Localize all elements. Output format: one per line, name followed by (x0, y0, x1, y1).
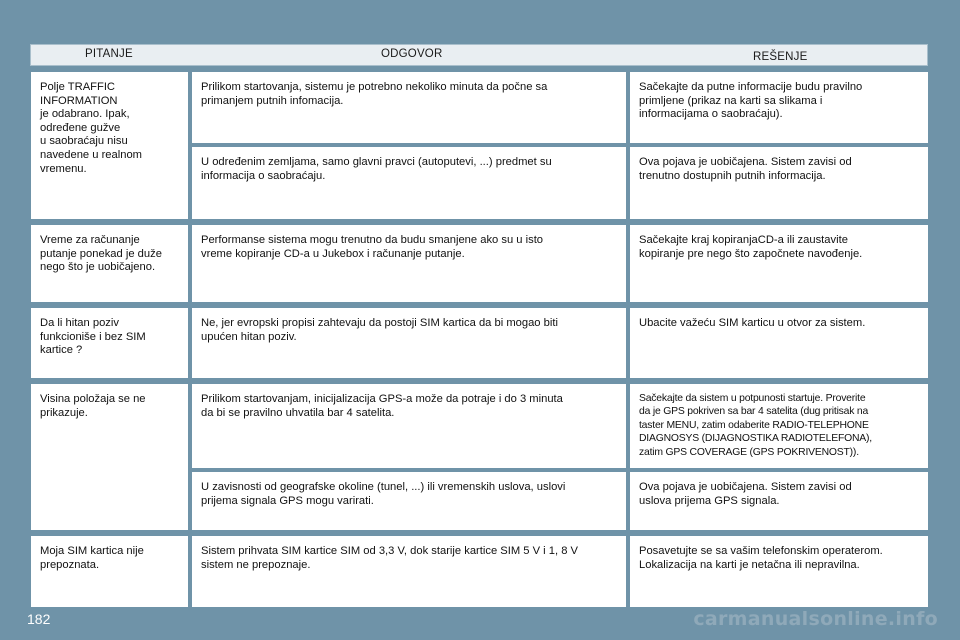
question-cell: Polje TRAFFIC INFORMATION je odabrano. Ipak, određene gužve u saobraćaju nisu navedene u realnom vremenu. (31, 72, 188, 219)
solution-cell: Sačekajte da putne informacije budu pravilno primljene (prikaz na karti sa slikama i informacijama o saobraćaju). (630, 72, 928, 143)
solution-cell: Ubacite važeću SIM karticu u otvor za sistem. (630, 308, 928, 378)
solution-cell: Ova pojava je uobičajena. Sistem zavisi od trenutno dostupnih putnih informacija. (630, 147, 928, 219)
question-cell: Da li hitan poziv funkcioniše i bez SIM kartice ? (31, 308, 188, 378)
table-header (30, 44, 928, 66)
question-cell: Moja SIM kartica nije prepoznata. (31, 536, 188, 607)
answer-cell: Performanse sistema mogu trenutno da budu smanjene ako su u isto vreme kopiranje CD-a u Jukebox i računanje putanje. (192, 225, 626, 302)
answer-cell: Sistem prihvata SIM kartice SIM od 3,3 V, dok starije kartice SIM 5 V i 1, 8 V sistem ne prepoznaje. (192, 536, 626, 607)
solution-cell: Sačekajte da sistem u potpunosti startuje. Proverite da je GPS pokriven sa bar 4 satelita (dug pritisak na taster MENU, zatim odaberite RADIO-TELEPHONE DIAGNOSYS (DIJAGNOSTIKA RADIOTELEFONA), zatim GPS COVERAGE (GPS POKRIVENOST)). (630, 384, 928, 468)
header-solution: REŠENJE (753, 51, 808, 63)
solution-cell: Posavetujte se sa vašim telefonskim operaterom. Lokalizacija na karti je netačna ili nepravilna. (630, 536, 928, 607)
answer-cell: Prilikom startovanjam, inicijalizacija GPS-a može da potraje i do 3 minuta da bi se pravilno uhvatila bar 4 satelita. (192, 384, 626, 468)
answer-cell: U određenim zemljama, samo glavni pravci (autoputevi, ...) predmet su informacija o saobraćaju. (192, 147, 626, 219)
header-question: PITANJE (85, 48, 133, 60)
page-number: 182 (27, 611, 51, 627)
watermark: carmanualsonline.info (693, 608, 938, 630)
solution-cell: Ova pojava je uobičajena. Sistem zavisi od uslova prijema GPS signala. (630, 472, 928, 530)
solution-cell: Sačekajte kraj kopiranjaCD-a ili zaustavite kopiranje pre nego što započnete navođenje. (630, 225, 928, 302)
question-cell: Visina položaja se ne prikazuje. (31, 384, 188, 530)
answer-cell: Prilikom startovanja, sistemu je potrebno nekoliko minuta da počne sa primanjem putnih infomacija. (192, 72, 626, 143)
answer-cell: U zavisnosti od geografske okoline (tunel, ...) ili vremenskih uslova, uslovi prijema signala GPS mogu varirati. (192, 472, 626, 530)
answer-cell: Ne, jer evropski propisi zahtevaju da postoji SIM kartica da bi mogao biti upućen hitan poziv. (192, 308, 626, 378)
question-cell: Vreme za računanje putanje ponekad je duže nego što je uobičajeno. (31, 225, 188, 302)
header-answer: ODGOVOR (381, 48, 443, 60)
